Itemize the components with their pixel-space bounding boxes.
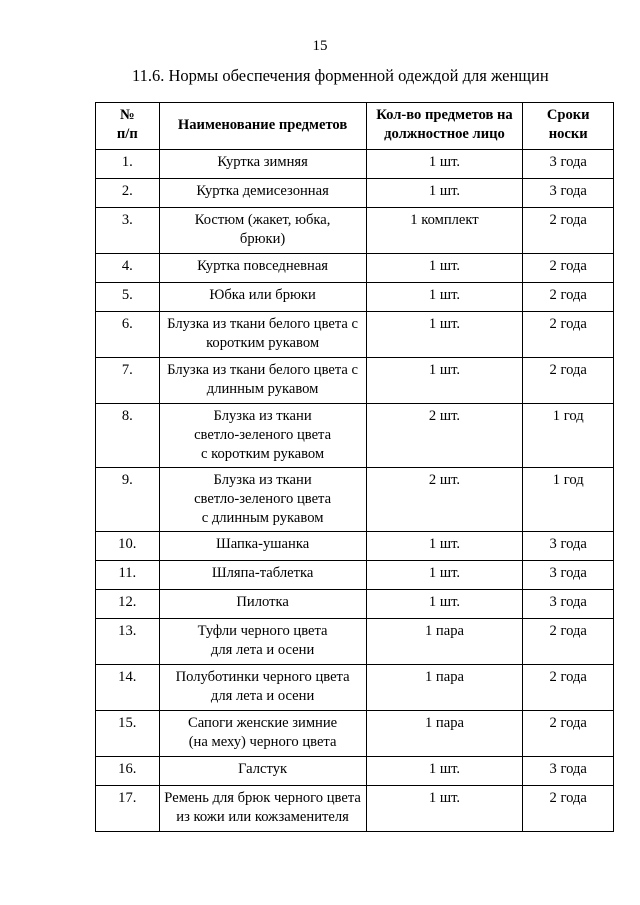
item-name-line: Блузка из ткани белого цвета с [167,316,359,332]
cell-number: 9. [96,468,160,532]
cell-item-name [159,312,366,358]
item-name-line: коротким рукавом [206,335,320,351]
header-quantity [366,103,523,150]
page-number: 15 [312,38,328,54]
cell-wear-term: 2 года [523,208,614,254]
cell-quantity: 1 шт. [366,150,523,179]
cell-wear-term: 3 года [523,590,614,619]
cell-number: 3. [96,208,160,254]
item-name-line: Полуботинки черного цвета [175,669,350,685]
item-name-line: из кожи или кожзаменителя [176,809,349,825]
cell-wear-term: 2 года [523,711,614,757]
header-line: п/п [116,126,138,142]
cell-quantity: 1 комплект [366,208,523,254]
cell-number: 11. [96,561,160,590]
header-line: носки [548,126,588,142]
cell-quantity: 1 шт. [366,179,523,208]
cell-quantity: 1 шт. [366,590,523,619]
cell-number: 15. [96,711,160,757]
cell-wear-term: 2 года [523,312,614,358]
cell-wear-term: 3 года [523,757,614,786]
table-row [96,786,614,832]
header-wear-term [523,103,614,150]
item-name-line: для лета и осени [210,642,315,658]
cell-item-name [159,179,366,208]
item-name-line: с коротким рукавом [201,446,325,462]
table-row [96,468,614,532]
cell-number: 17. [96,786,160,832]
cell-number: 12. [96,590,160,619]
cell-number: 13. [96,619,160,665]
item-name-line: с длинным рукавом [201,510,324,526]
cell-quantity: 1 пара [366,711,523,757]
item-name-line: Блузка из ткани [213,408,312,424]
table-row [96,590,614,619]
cell-item-name [159,254,366,283]
item-name-line: Пилотка [236,594,289,610]
cell-wear-term: 1 год [523,404,614,468]
item-name-line: Куртка зимняя [217,154,308,170]
cell-number: 6. [96,312,160,358]
cell-item-name [159,711,366,757]
cell-number: 10. [96,532,160,561]
cell-item-name [159,619,366,665]
cell-wear-term: 2 года [523,665,614,711]
cell-wear-term: 2 года [523,254,614,283]
header-number [96,103,160,150]
item-name-line: брюки) [239,231,286,247]
item-name-line: длинным рукавом [206,381,319,397]
norms-table [95,102,614,832]
cell-item-name [159,283,366,312]
item-name-line: Шапка-ушанка [215,536,310,552]
cell-wear-term: 3 года [523,150,614,179]
cell-quantity: 2 шт. [366,468,523,532]
table-row [96,179,614,208]
cell-quantity: 1 шт. [366,312,523,358]
table-row [96,404,614,468]
table-header-row [96,103,614,150]
item-name-line: Костюм (жакет, юбка, [194,212,331,228]
item-name-line: (на меху) черного цвета [188,734,337,750]
cell-wear-term: 3 года [523,532,614,561]
header-line: Кол-во предметов на [376,107,513,123]
header-line: № [119,107,135,123]
cell-item-name [159,208,366,254]
cell-number: 8. [96,404,160,468]
cell-wear-term: 3 года [523,561,614,590]
table-row [96,283,614,312]
table-row [96,358,614,404]
cell-quantity: 1 шт. [366,254,523,283]
cell-item-name [159,590,366,619]
item-name-line: Блузка из ткани [213,472,312,488]
cell-quantity: 1 шт. [366,561,523,590]
item-name-line: Сапоги женские зимние [188,715,338,731]
cell-number: 4. [96,254,160,283]
item-name-line: светло-зеленого цвета [194,491,332,507]
item-name-line: светло-зеленого цвета [194,427,332,443]
table-row [96,561,614,590]
cell-quantity: 1 шт. [366,358,523,404]
item-name-line: Галстук [238,761,288,777]
cell-quantity: 1 шт. [366,757,523,786]
cell-number: 14. [96,665,160,711]
cell-wear-term: 3 года [523,179,614,208]
section-title: 11.6. Нормы обеспечения форменной одеждой для женщин [132,66,549,85]
item-name-line: для лета и осени [210,688,315,704]
cell-wear-term: 2 года [523,283,614,312]
item-name-line: Куртка демисезонная [196,183,329,199]
cell-wear-term: 2 года [523,786,614,832]
cell-quantity: 1 шт. [366,283,523,312]
cell-number: 5. [96,283,160,312]
cell-wear-term: 2 года [523,619,614,665]
cell-number: 1. [96,150,160,179]
item-name-line: Туфли черного цвета [197,623,328,639]
item-name-line: Шляпа-таблетка [211,565,314,581]
table-row [96,254,614,283]
header-item-name [159,103,366,150]
cell-wear-term: 2 года [523,358,614,404]
cell-number: 16. [96,757,160,786]
cell-item-name [159,404,366,468]
item-name-line: Куртка повседневная [197,258,329,274]
cell-wear-term: 1 год [523,468,614,532]
table-row [96,711,614,757]
cell-quantity: 1 пара [366,665,523,711]
cell-quantity: 1 шт. [366,532,523,561]
header-line: должностное лицо [384,126,505,142]
cell-item-name [159,150,366,179]
cell-item-name [159,665,366,711]
cell-number: 2. [96,179,160,208]
item-name-line: Юбка или брюки [209,287,316,303]
cell-item-name [159,786,366,832]
cell-item-name [159,468,366,532]
table-row [96,208,614,254]
table-row [96,150,614,179]
cell-quantity: 2 шт. [366,404,523,468]
item-name-line: Блузка из ткани белого цвета с [167,362,359,378]
table-body [96,150,614,832]
cell-quantity: 1 пара [366,619,523,665]
cell-item-name [159,532,366,561]
header-line: Сроки [546,107,590,123]
cell-item-name [159,358,366,404]
table-row [96,757,614,786]
table-row [96,312,614,358]
item-name-line: Ремень для брюк черного цвета [164,790,361,806]
cell-item-name [159,757,366,786]
header-line: Наименование предметов [177,116,348,133]
cell-item-name [159,561,366,590]
table-row [96,532,614,561]
table-row [96,665,614,711]
table-row [96,619,614,665]
cell-number: 7. [96,358,160,404]
cell-quantity: 1 шт. [366,786,523,832]
